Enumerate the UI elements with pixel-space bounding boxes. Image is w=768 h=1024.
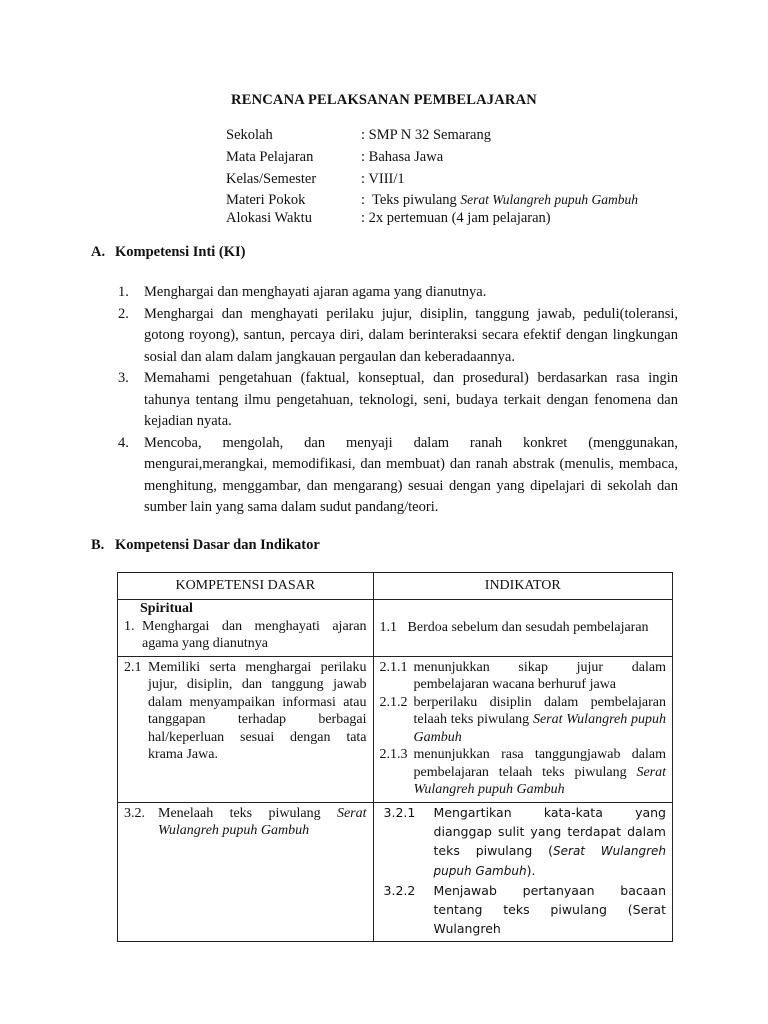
indicator-item: 3.2.2 Menjawab pertanyaan bacaan tentang teks piwulang (Serat Wulangreh xyxy=(383,882,666,936)
list-item: 1. Menghargai dan menghayati ajaran agama yang dianutnya. xyxy=(118,284,487,300)
section-b-heading: B. Kompetensi Dasar dan Indikator xyxy=(91,537,320,553)
ki-list xyxy=(118,282,678,519)
table-cell xyxy=(118,600,374,657)
indicator-item: 2.1.3 menunjukkan rasa tanggungjawab dalam pembelajaran telaah teks piwulang Serat Wulangreh pupuh Gambuh xyxy=(379,747,670,797)
indicator-item: 2.1.1 menunjukkan sikap jujur dalam pembelajaran wacana berhuruf jawa xyxy=(379,659,666,692)
identity-label: Sekolah xyxy=(226,127,273,143)
identity-label: Mata Pelajaran xyxy=(226,149,314,165)
table-header-row xyxy=(118,573,673,600)
identity-value: : Teks piwulang Serat Wulangreh pupuh Gambuh xyxy=(361,192,639,208)
table-row xyxy=(118,656,673,802)
indicator-item: 2.1.2 berperilaku disiplin dalam pembelajaran telaah teks piwulang Serat Wulangreh pupuh Gambuh xyxy=(379,694,670,745)
kd-item: 1. Menghargai dan menghayati ajaran agama yang dianutnya xyxy=(124,618,367,651)
identity-label: Materi Pokok xyxy=(226,192,306,208)
document-title: RENCANA PELAKSANAN PEMBELAJARAN xyxy=(231,92,537,108)
identity-value: : Bahasa Jawa xyxy=(361,149,444,165)
identity-value: : 2x pertemuan (4 jam pelajaran) xyxy=(361,210,551,226)
table-row xyxy=(118,802,673,941)
list-item: 4. Mencoba, mengolah, dan menyaji dalam ranah konkret (menggunakan, mengurai,merangkai, memodifikasi, dan membuat) dan ranah abstrak (menulis, membaca, menghitung, menggambar, dan mengarang) sesuai dengan yang dipelajari di sekolah dan sumber lain yang sama dalam sudut pandang/teori. xyxy=(118,434,678,515)
identity-label: Kelas/Semester xyxy=(226,171,317,187)
kd-group-label: Spiritual xyxy=(140,601,193,616)
identity-label: Alokasi Waktu xyxy=(226,210,312,226)
table-header-indikator: INDIKATOR xyxy=(373,573,672,600)
kd-indikator-table xyxy=(117,572,673,942)
table-cell xyxy=(118,802,374,941)
list-item: 3. Memahami pengetahuan (faktual, konseptual, dan prosedural) berdasarkan rasa ingin tahunya tentang ilmu pengetahuan, teknologi, seni, budaya terkait dengan fenomena dan kejadian nyata. xyxy=(118,370,678,429)
list-item: 2. Menghargai dan menghayati perilaku jujur, disiplin, tanggung jawab, peduli(toleransi, gotong royong), santun, percaya diri, dalam berinteraksi secara efektif dengan lingkungan sosial dan alam dalam jangkauan pergaulan dan keberadaannya. xyxy=(118,305,678,365)
table-cell xyxy=(118,656,374,802)
kd-item: 3.2. Menelaah teks piwulang Serat Wulangreh pupuh Gambuh xyxy=(124,805,367,838)
table-cell xyxy=(373,802,672,941)
section-a-heading: A. Kompetensi Inti (KI) xyxy=(91,244,246,260)
identity-value: : SMP N 32 Semarang xyxy=(361,127,491,143)
table-cell xyxy=(373,600,672,657)
table-row xyxy=(118,600,673,657)
table-header-kd: KOMPETENSI DASAR xyxy=(118,573,374,600)
indicator-item: 3.2.1 Mengartikan kata-kata yang dianggap sulit yang terdapat dalam teks piwulang (Serat Wulangreh pupuh Gambuh). xyxy=(383,804,667,878)
identity-value: : VIII/1 xyxy=(361,171,405,187)
kd-item: 2.1 Memiliki serta menghargai perilaku jujur, disiplin, dan tanggung jawab dalam menyampaikan informasi atau tanggapan terhadap berbagai hal/keperluan sesuai dengan tata krama Jawa. xyxy=(124,659,367,762)
indicator-item: 1.1 Berdoa sebelum dan sesudah pembelajaran xyxy=(379,620,649,635)
table-cell xyxy=(373,656,672,802)
